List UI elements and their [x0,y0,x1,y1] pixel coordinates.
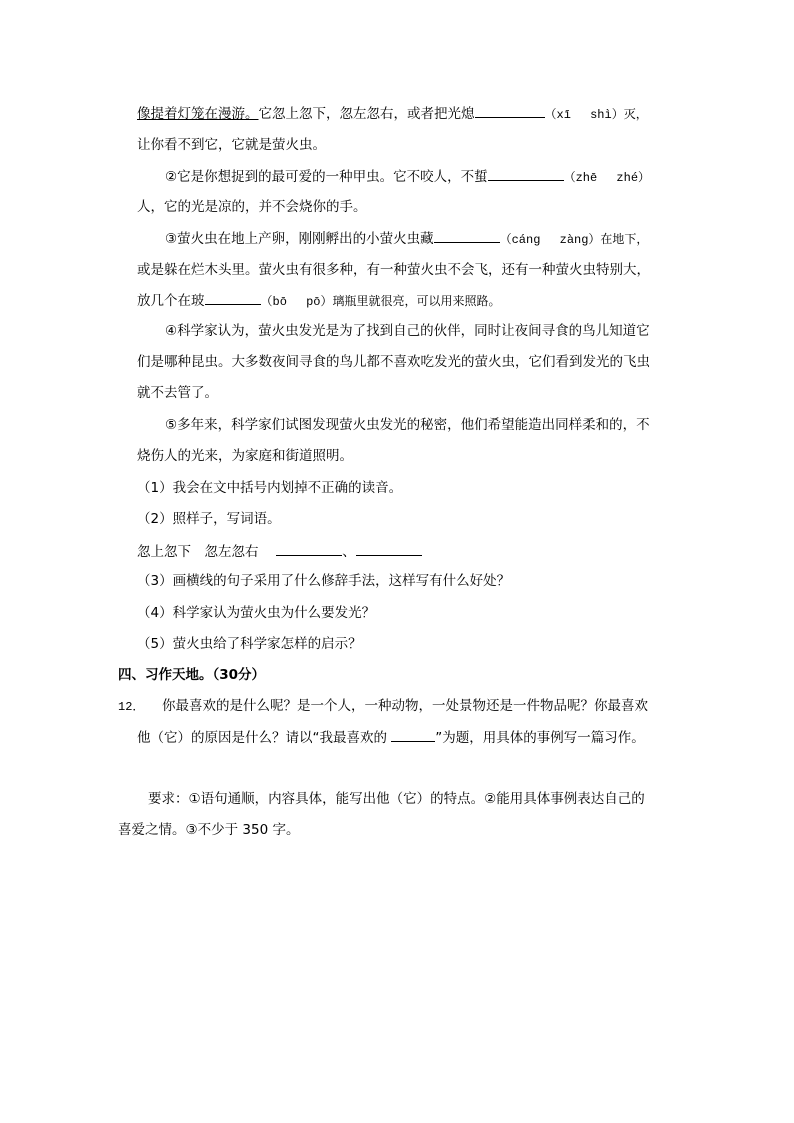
question-2: （2）照样子，写词语。 [137,511,281,527]
text: ②它是你想捉到的最可爱的一种甲虫。它不咬人，不蜇 [165,169,488,185]
passage-line: 或是躲在烂木头里。萤火虫有很多种，有一种萤火虫不会飞，还有一种萤火虫特别大， [137,262,650,278]
passage-line [137,290,501,310]
question-5: （5）萤火虫给了科学家怎样的启示？ [137,636,362,652]
text: 它忽上忽下，忽左忽右，或者把光熄 [258,106,475,122]
passage-line [165,228,648,248]
answer-blank[interactable] [475,103,545,118]
question-4: （4）科学家认为萤火虫为什么要发光？ [137,605,376,621]
question-12 [118,696,648,716]
passage-line: ⑤多年来，科学家们试图发现萤火虫发光的秘密，他们希望能造出同样柔和的，不 [165,417,650,433]
passage-line: 们是哪种昆虫。大多数夜间寻食的鸟儿都不喜欢吃发光的萤火虫，它们看到发光的飞虫 [137,354,650,370]
question-3: （3）画横线的句子采用了什么修辞手法，这样写有什么好处？ [137,573,511,589]
text: ”为题，用具体的事例写一篇习作。 [435,730,645,746]
text: 他（它）的原因是什么？请以“我最喜欢的 [137,730,392,746]
passage-line: 让你看不到它，它就是萤火虫。 [137,137,326,153]
question-12-line [137,727,645,747]
passage-line [137,103,648,123]
question-number: 12． [118,700,145,714]
question-1: （1）我会在文中括号内划掉不正确的读音。 [137,480,403,496]
answer-blank[interactable] [205,290,261,305]
passage-line: 就不去管了。 [137,385,218,401]
passage-line: 人，它的光是凉的，并不会烧你的手。 [137,199,367,215]
requirements: 喜爱之情。③不少于 350 字。 [118,822,300,838]
underlined-sentence: 像提着灯笼在漫游。 [137,106,259,122]
requirements: 要求：①语句通顺，内容具体，能写出他（它）的特点。②能用具体事例表达自己的 [148,791,645,807]
text: 你最喜欢的是什么呢？是一个人，一种动物，一处景物还是一件物品呢？你最喜欢 [162,698,648,714]
answer-blank[interactable] [356,541,422,556]
section-heading: 四、习作天地。（30分） [118,667,266,683]
pinyin-options: （zhē zhé） [563,171,651,185]
passage-line: 烧伤人的光来，为家庭和街道照明。 [137,448,353,464]
passage-line: ④科学家认为，萤火虫发光是为了找到自己的伙伴，同时让夜间寻食的鸟儿知道它 [165,323,650,339]
separator: 、 [342,544,356,560]
answer-blank[interactable] [488,166,564,181]
text: ③萤火虫在地上产卵，刚刚孵出的小萤火虫藏 [165,231,434,247]
answer-blank[interactable] [276,541,342,556]
pinyin-options: （cáng zàng）在地下， [499,233,649,247]
question-2-example [137,541,422,561]
pinyin-options: （xī shì）灭， [544,108,648,122]
example-words: 忽上忽下 忽左忽右 [137,544,259,560]
passage-line [165,166,650,186]
title-blank[interactable] [391,727,435,742]
pinyin-options: （bō pō）璃瓶里就很亮，可以用来照路。 [260,295,501,309]
text: 放几个在玻 [137,293,205,309]
answer-blank[interactable] [434,228,500,243]
